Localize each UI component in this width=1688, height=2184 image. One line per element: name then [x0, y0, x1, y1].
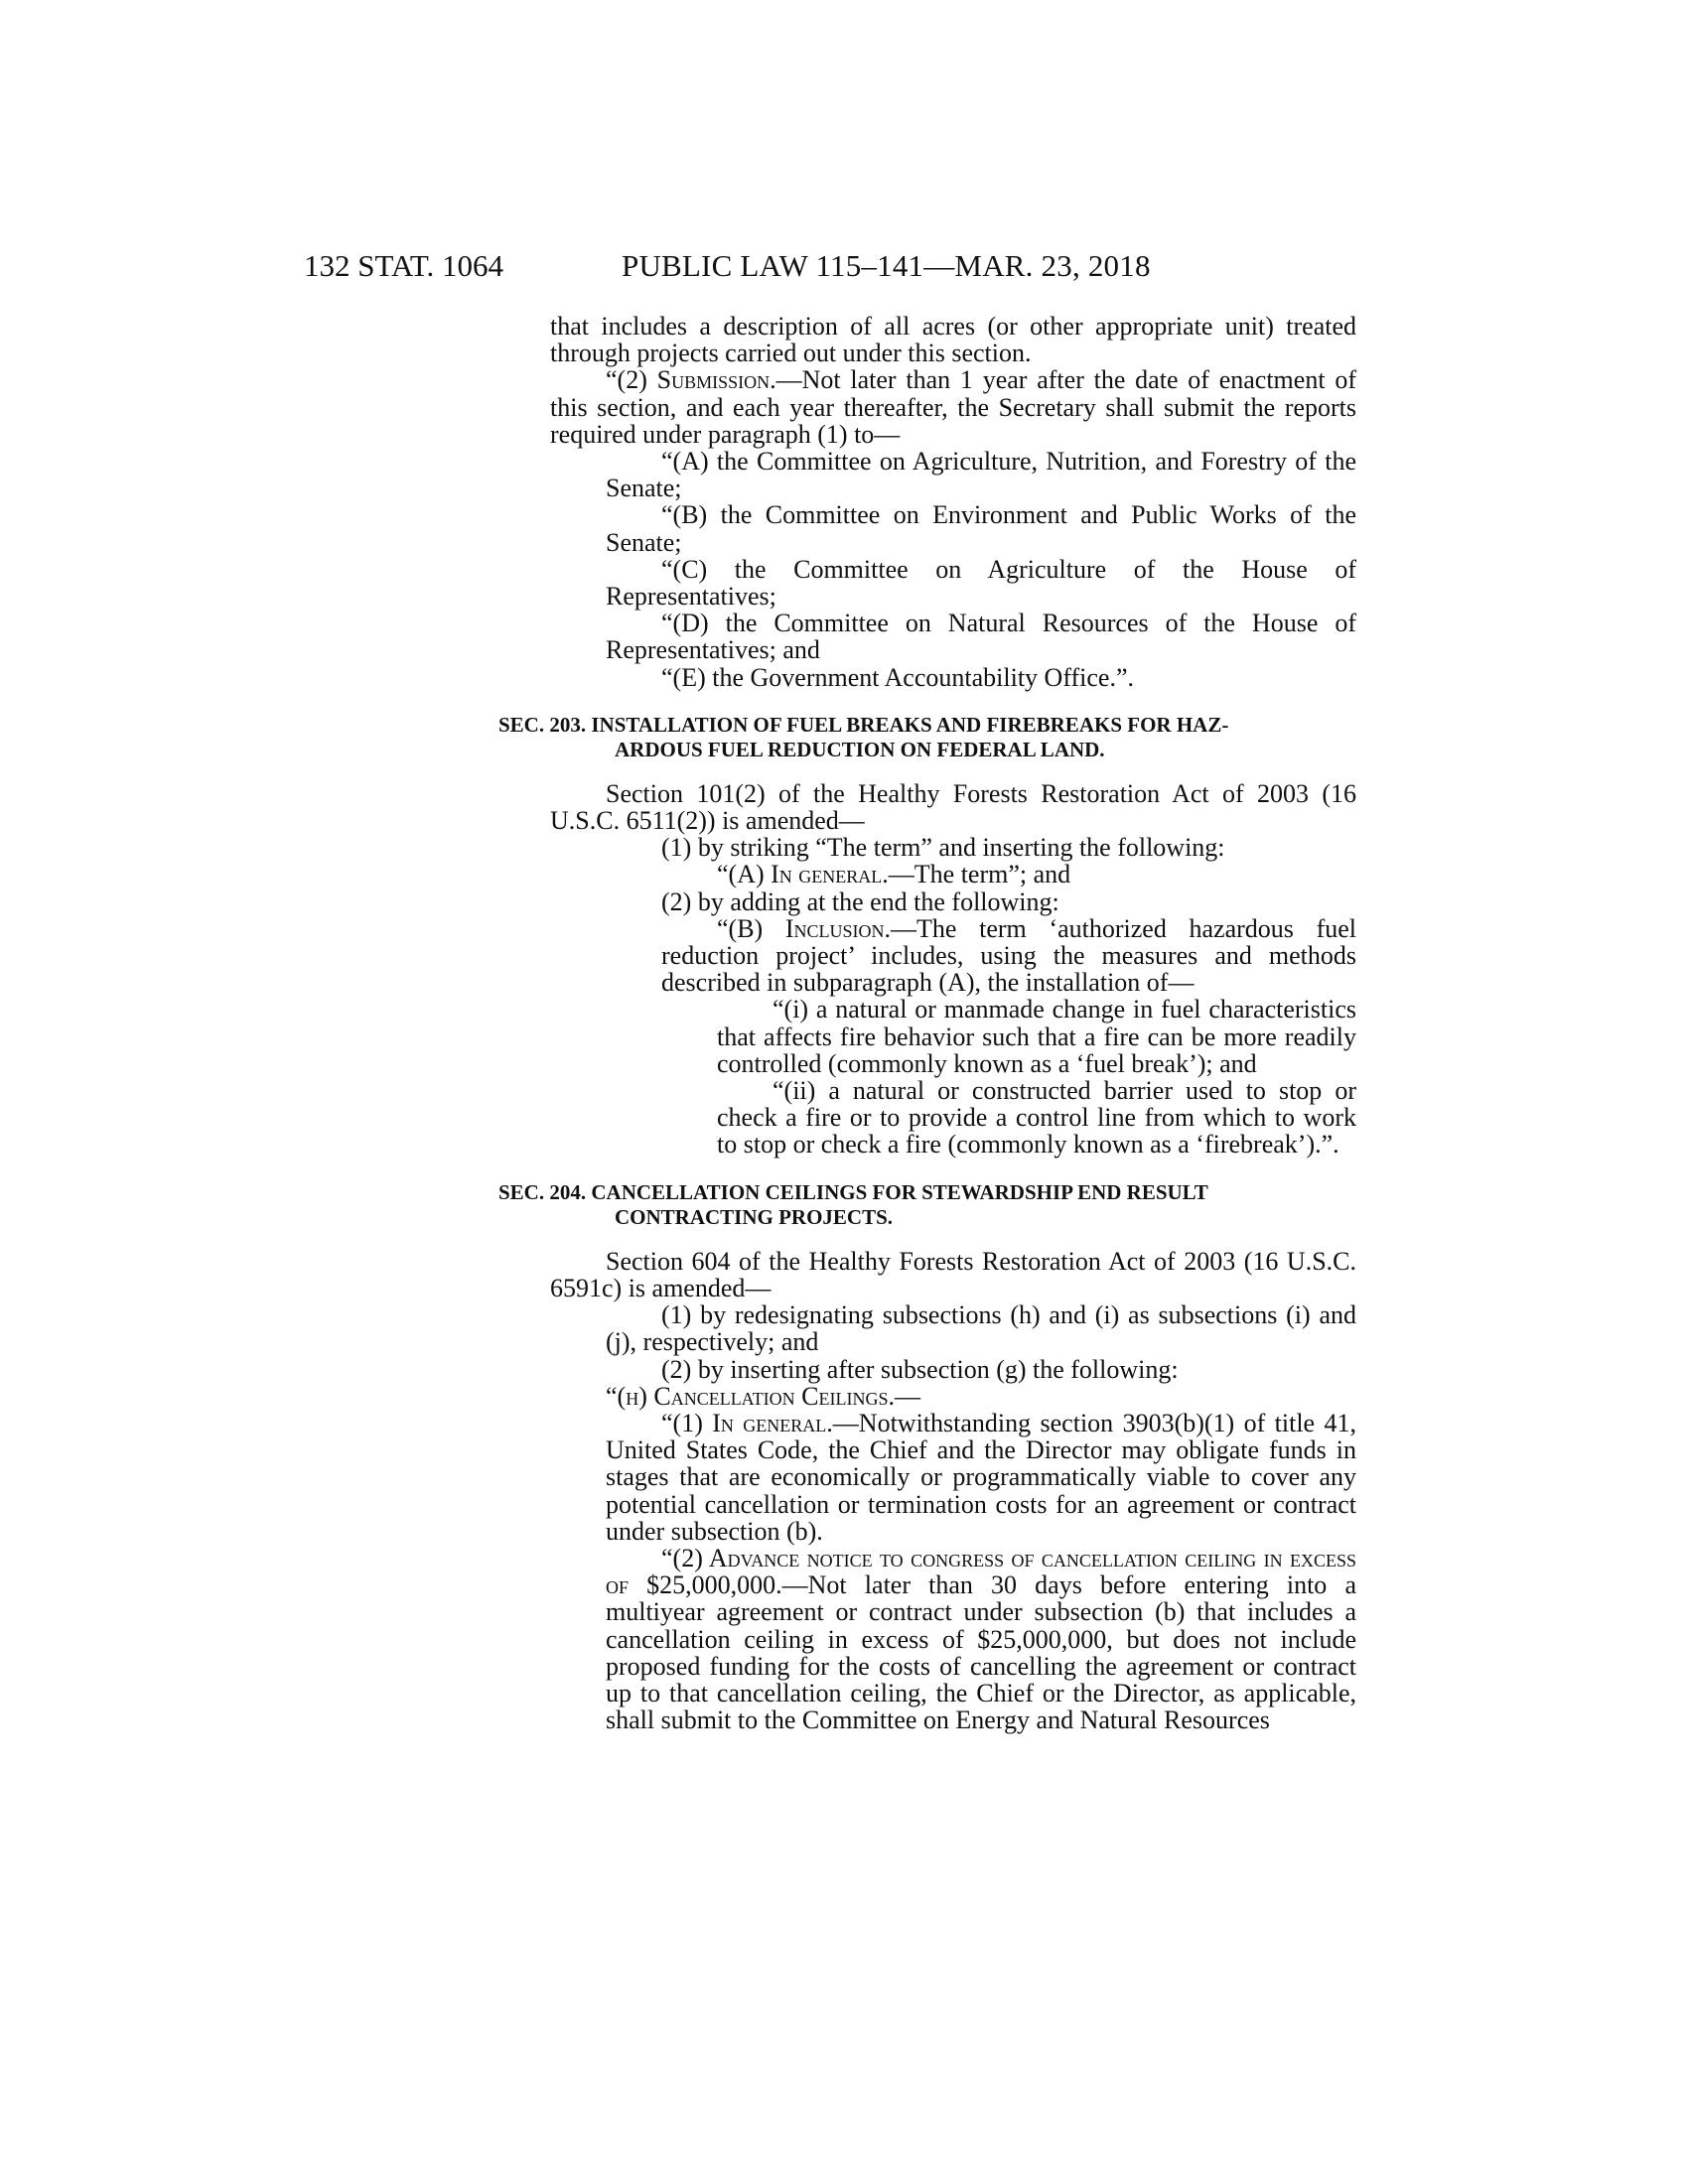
running-head: PUBLIC LAW 115–141—MAR. 23, 2018 [622, 248, 1151, 283]
section-204-intro: Section 604 of the Healthy Forests Restoration Act of 2003 (16 U.S.C. 6591c) is amended— [550, 1246, 1356, 1302]
section-heading-204 [498, 1180, 1356, 1230]
section-title-line-2: CONTRACTING PROJECTS. [615, 1204, 894, 1229]
list-item-b: “(B) the Committee on Environment and Public Works of the Senate; [606, 500, 1356, 557]
section-203-intro: Section 101(2) of the Healthy Forests Restoration Act of 2003 (16 U.S.C. 6511(2)) is amended— [550, 778, 1356, 836]
section-number: SEC. 203. [498, 712, 587, 737]
amendment-1: (1) by striking “The term” and inserting the following: [661, 833, 1225, 863]
section-heading-203 [498, 713, 1356, 762]
amendment-2: (2) by inserting after subsection (g) the following: [661, 1354, 1179, 1384]
paragraph-2-advance-notice [550, 1545, 1356, 1733]
clause-i: “(i) a natural or manmade change in fuel characteristics that affects fire behavior such that a fire can be more readily controlled (commonly known as a ‘fuel break’); and [717, 995, 1356, 1078]
section-title-line-2: ARDOUS FUEL REDUCTION ON FEDERAL LAND. [615, 737, 1105, 761]
page-header [304, 246, 1356, 286]
paragraph-heading: “(1) In general. [661, 1408, 833, 1437]
paragraph-text: —Not later than 30 days before entering into a multiyear agreement or contract under subsection (b) that includes a cancellation ceiling in excess of $25,000,000, but does not include proposed funding for the costs of cancelling the agreement or contract up to that cancellation ceiling, the Chief or the Director, as applicable, shall submit to the Committee on Energy and Natural Resources [606, 1570, 1356, 1735]
list-item-e: “(E) the Government Accountability Office.”. [661, 662, 1135, 692]
paragraph-1-in-general [550, 1410, 1356, 1545]
subsection-dash: — [895, 1381, 921, 1411]
list-item-a: “(A) the Committee on Agriculture, Nutrition, and Forestry of the Senate; [606, 447, 1356, 503]
paragraph-text: —Notwithstanding section 3903(b)(1) of title 41, United States Code, the Chief and the Director may obligate funds in stages that are economically or programmatically viable to cover any potential cancellation or termination costs for an agreement or contract under subsection (b). [606, 1408, 1356, 1546]
document-body [498, 312, 1356, 1735]
clause-ii: “(ii) a natural or constructed barrier used to stop or check a fire or to provide a control line from which to work to stop or check a fire (commonly known as a ‘firebreak’).”. [717, 1076, 1356, 1160]
subparagraph-text: —The term”; and [888, 860, 1071, 889]
subsection-heading: “(h) Cancellation Ceilings. [606, 1381, 896, 1411]
list-item-d: “(D) the Committee on Natural Resources of the House of Representatives; and [606, 609, 1356, 665]
paragraph-submission [550, 366, 1356, 448]
section-title-line-1: CANCELLATION CEILINGS FOR STEWARDSHIP END RESULT [591, 1179, 1208, 1204]
paragraph-continuation: that includes a description of all acres (or other appropriate unit) treated through projects carried out under this section. [550, 312, 1356, 368]
subparagraph-heading: “(B) Inclusion. [717, 913, 892, 943]
statute-page-number: 132 STAT. 1064 [304, 248, 504, 283]
subparagraph-heading: “(A) In general. [717, 860, 889, 889]
paragraph-heading: “(2) Submission. [606, 365, 776, 395]
inclusion-paragraph [550, 915, 1356, 997]
subparagraph-text: —The term ‘authorized hazardous fuel reduction project’ includes, using the measures and methods described in subparagraph (A), the installation of— [661, 913, 1356, 998]
amendment-1-text [550, 861, 1356, 887]
section-number: SEC. 204. [498, 1179, 587, 1204]
subsection-h [550, 1383, 1356, 1410]
amendment-1: (1) by redesignating subsections (h) and (i) as subsections (i) and (j), respectively; and [606, 1300, 1356, 1357]
list-item-c: “(C) the Committee on Agriculture of the House of Representatives; [606, 554, 1356, 612]
paragraph-heading: “(2) Advance notice to congress of cancellation ceiling in excess of $25,000,000. [606, 1543, 1356, 1600]
section-title-line-1: INSTALLATION OF FUEL BREAKS AND FIREBREAKS FOR HAZ- [591, 712, 1229, 737]
paragraph-text: —Not later than 1 year after the date of enactment of this section, and each year thereafter, the Secretary shall submit the reports required under paragraph (1) to— [550, 365, 1356, 449]
amendment-2: (2) by adding at the end the following: [661, 887, 1059, 916]
